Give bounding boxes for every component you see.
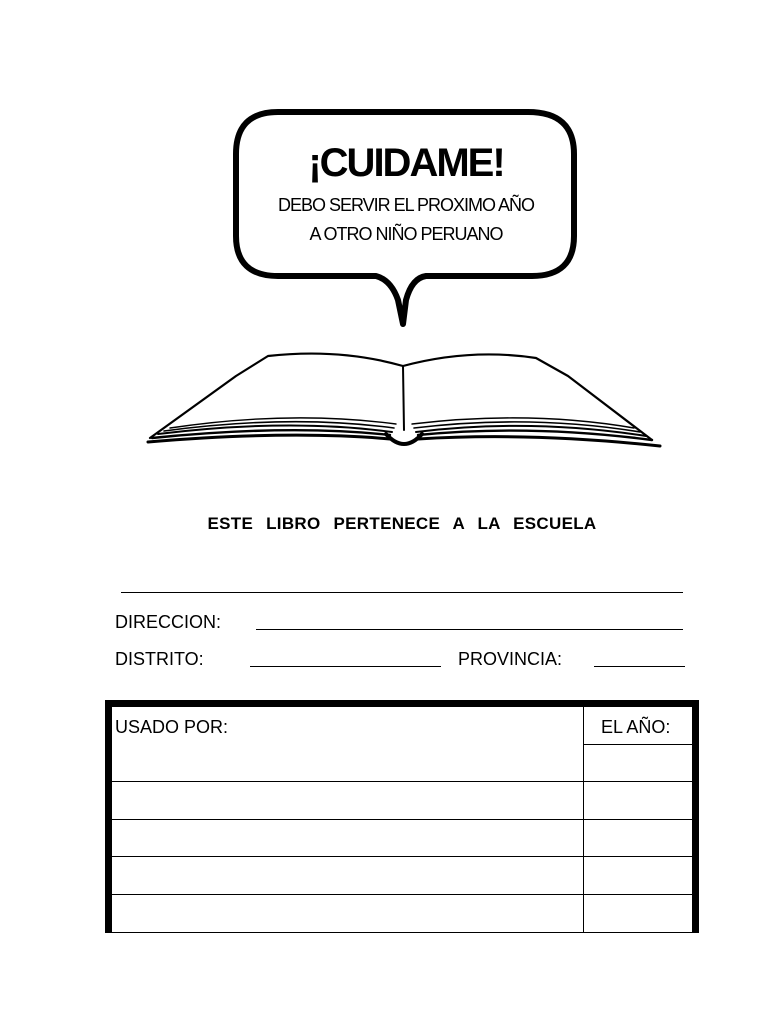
year-header-divider — [583, 744, 692, 745]
direccion-label: DIRECCION: — [115, 612, 222, 632]
bubble-line-2: A OTRO NIÑO PERUANO — [309, 224, 503, 244]
bubble-line-1: DEBO SERVIR EL PROXIMO AÑO — [277, 195, 535, 215]
table-row — [112, 781, 692, 782]
school-name-line[interactable] — [121, 592, 683, 593]
table-row — [112, 819, 692, 820]
owner-heading: ESTE LIBRO PERTENECE A LA ESCUELA — [207, 514, 597, 533]
speech-bubble — [228, 104, 584, 330]
table-row — [112, 894, 692, 895]
year-header: EL AÑO: — [601, 717, 671, 737]
bubble-title: ¡CUIDAME! — [308, 141, 504, 185]
table-row — [112, 856, 692, 857]
table-column-divider — [583, 707, 584, 933]
used-by-header: USADO POR: — [115, 717, 229, 737]
distrito-label: DISTRITO: — [115, 649, 204, 669]
provincia-label: PROVINCIA: — [458, 649, 563, 669]
provincia-line[interactable] — [594, 666, 685, 667]
direccion-line[interactable] — [256, 629, 683, 630]
distrito-line[interactable] — [250, 666, 441, 667]
open-book-icon — [140, 346, 666, 454]
